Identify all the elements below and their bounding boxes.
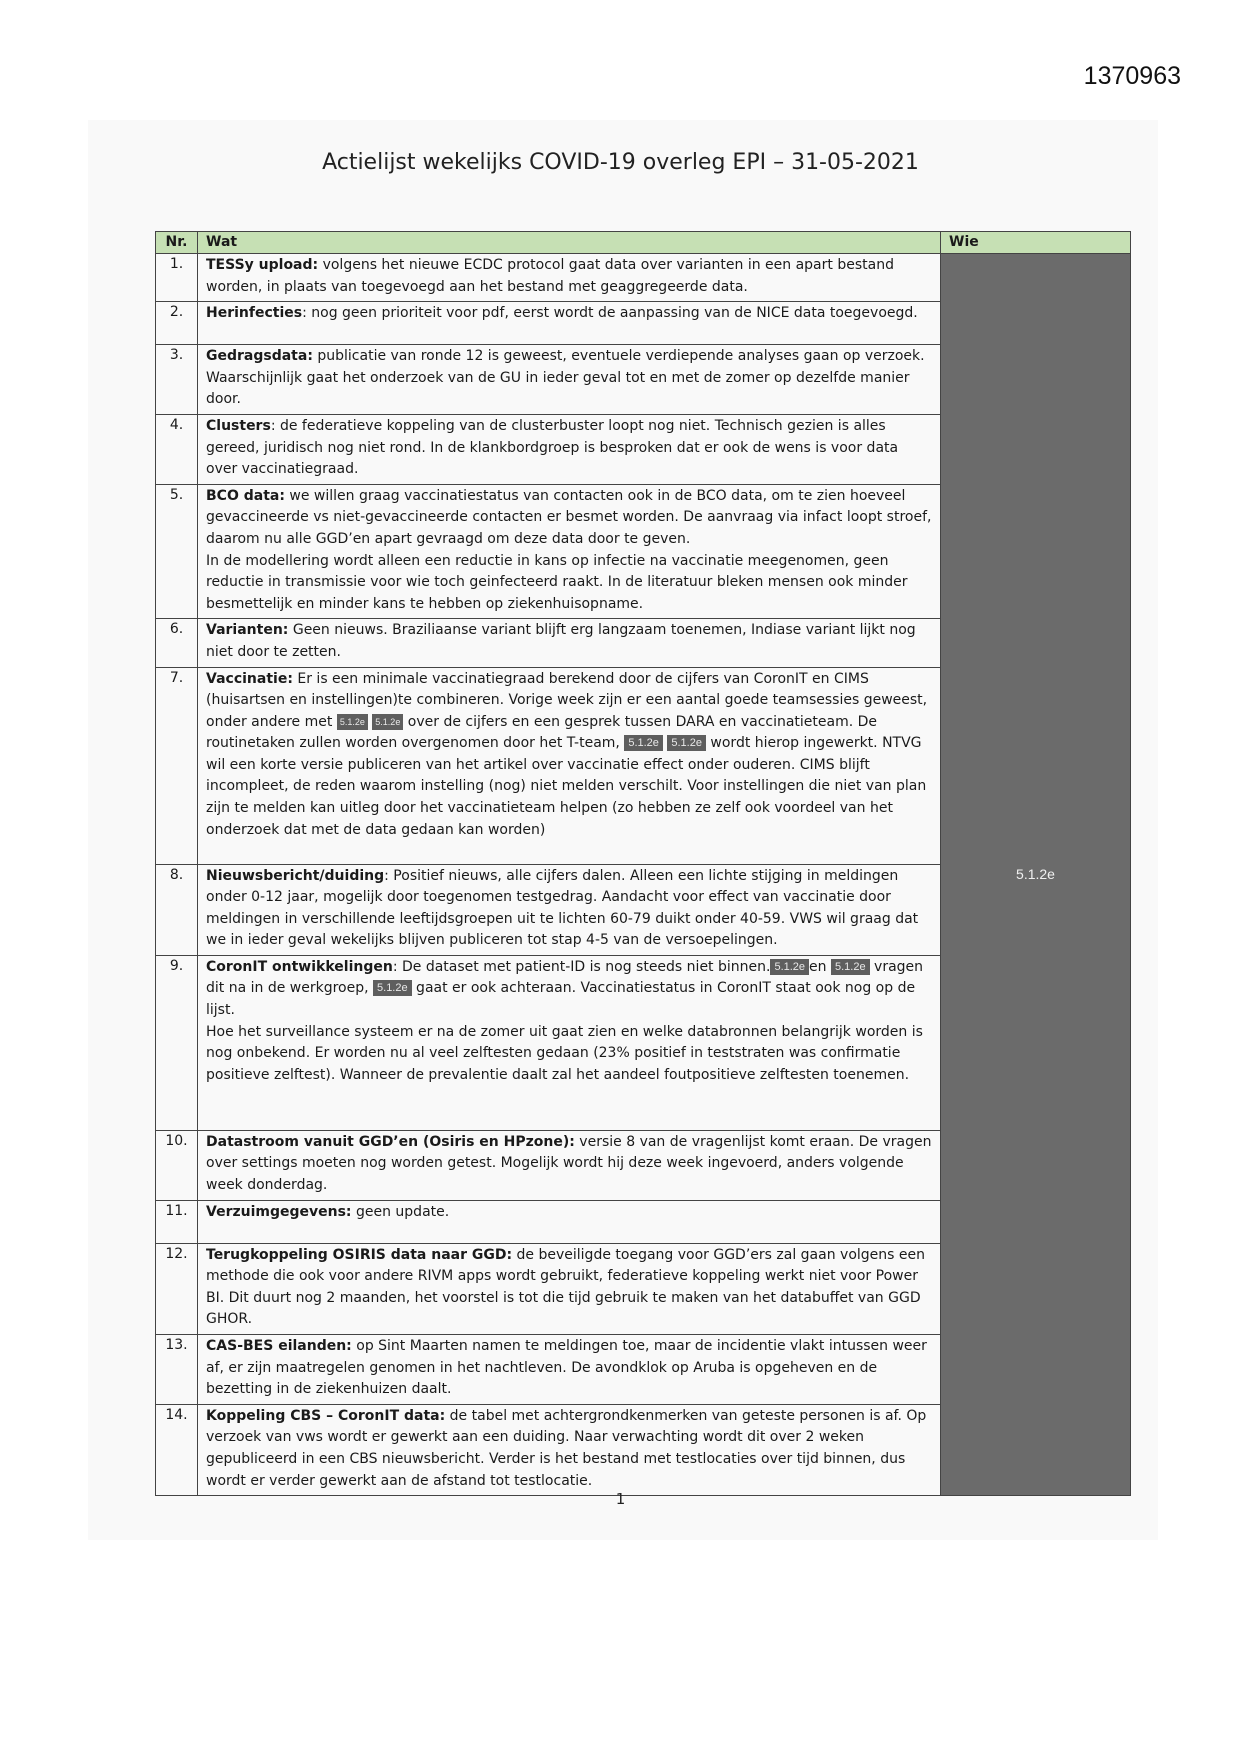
row-body: en <box>809 958 831 975</box>
row-number: 2. <box>156 302 198 345</box>
row-label: Herinfecties <box>206 305 303 322</box>
row-label: Varianten: <box>206 622 289 639</box>
row-number: 11. <box>156 1200 198 1243</box>
row-label: Nieuwsbericht/duiding <box>206 867 385 884</box>
row-body: : de federatieve koppeling van de clusterbuster loopt nog niet. Technisch gezien is alles gereed, juridisch nog niet rond. In de klankbordgroep is besproken dat er ook de wens is voor data over vaccinatiegraad. <box>206 417 899 478</box>
wie-value: 5.1.2e <box>1016 865 1055 882</box>
row-body: wordt hierop ingewerkt. NTVG wil een korte versie publiceren van het artikel over vaccinatie effect onder ouderen. CIMS blijft incompleet, de reden waarom instelling (nog) niet melden verschilt. Voor instellingen die niet van plan zijn te melden kan uitleg door het vaccinatieteam helpen (zo hebben ze zelf ook voordeel van het onderzoek dat met de data gedaan kan worden) <box>206 735 927 838</box>
row-number: 1. <box>156 254 198 302</box>
row-body-paragraph: In de modellering wordt alleen een reductie in kans op infectie na vaccinatie meegenomen, geen reductie in transmissie voor wie toch geinfecteerd raakt. In de literatuur bleken mensen ook minder besmettelijk en minder kans te hebben op ziekenhuisopname. <box>206 552 908 612</box>
row-label: Koppeling CBS – CoronIT data: <box>206 1407 446 1424</box>
row-text <box>198 1404 941 1495</box>
row-text <box>198 414 941 484</box>
row-body: we willen graag vaccinatiestatus van contacten ook in de BCO data, om te zien hoeveel gevaccineerde vs niet-gevaccineerde contacten er besmet worden. De aanvraag via infact loopt stroef, daarom nu alle GGD’en apart gevraagd om deze data door te geven. <box>206 487 932 547</box>
row-label: BCO data: <box>206 487 285 504</box>
row-text <box>198 619 941 667</box>
row-text <box>198 1130 941 1200</box>
wie-redacted-column <box>941 254 1131 1496</box>
row-label: Terugkoppeling OSIRIS data naar GGD: <box>206 1246 513 1263</box>
column-header-wie: Wie <box>941 232 1131 254</box>
row-body: op Sint Maarten namen te meldingen toe, maar de incidentie vlakt intussen weer af, er zijn maatregelen genomen in het nachtleven. De avondklok op Aruba is opgeheven en de bezetting in de ziekenhuizen daalt. <box>206 1338 927 1398</box>
row-label: Gedragsdata: <box>206 348 313 365</box>
row-text <box>198 254 941 302</box>
row-body: de tabel met achtergrondkenmerken van geteste personen is af. Op verzoek van vws wordt er gewerkt aan een duiding. Naar verwachting wordt dit over 2 weken gepubliceerd in een CBS nieuwsbericht. Verder is het bestand met testlocaties over tijd binnen, dus wordt er verder gewerkt aan de afstand tot testlocatie. <box>206 1407 927 1489</box>
row-label: Clusters <box>206 417 271 434</box>
row-text <box>198 302 941 345</box>
row-body: vragen dit na in de werkgroep, <box>206 958 924 997</box>
row-text <box>198 1243 941 1334</box>
redaction-box: 5.1.2e <box>770 959 809 975</box>
table-header-row <box>156 232 1131 254</box>
row-body: : De dataset met patient-ID is nog steeds niet binnen. <box>392 958 771 975</box>
row-body: versie 8 van de vragenlijst komt eraan. De vragen over settings moeten nog worden getest. Mogelijk wordt hij deze week ingevoerd, anders volgende week donderdag. <box>206 1133 932 1194</box>
action-list-table <box>155 231 1131 1496</box>
document-id: 1370963 <box>1083 62 1181 90</box>
redaction-box: 5.1.2e <box>337 714 368 730</box>
row-text <box>198 864 941 955</box>
redaction-box: 5.1.2e <box>624 735 663 751</box>
row-text <box>198 345 941 415</box>
row-label: Datastroom vanuit GGD’en (Osiris en HPzone): <box>206 1133 575 1150</box>
row-body: volgens het nieuwe ECDC protocol gaat data over varianten in een apart bestand worden, in plaats van toegevoegd aan het bestand met geaggregeerde data. <box>206 257 894 295</box>
row-number: 6. <box>156 619 198 667</box>
row-body: gaat er ook achteraan. Vaccinatiestatus in CoronIT staat ook nog op de lijst. <box>206 980 916 1019</box>
row-body: geen update. <box>351 1203 450 1220</box>
row-label: TESSy upload: <box>206 257 319 273</box>
row-number: 9. <box>156 955 198 1130</box>
row-number: 7. <box>156 667 198 864</box>
redaction-box: 5.1.2e <box>373 980 412 996</box>
row-body: : nog geen prioriteit voor pdf, eerst wordt de aanpassing van de NICE data toegevoegd. <box>302 305 918 322</box>
row-body: over de cijfers en een gesprek tussen DARA en vaccinatieteam. De routinetaken zullen worden overgenomen door het T-team, <box>206 713 878 752</box>
row-number: 14. <box>156 1404 198 1495</box>
table-row <box>156 254 1131 302</box>
row-label: Verzuimgegevens: <box>206 1203 352 1220</box>
row-body-paragraph: Hoe het surveillance systeem er na de zomer uit gaat zien en welke databronnen belangrijk worden is nog onbekend. Er worden nu al veel zelftesten gedaan (23% positief in teststraten was confirmatie positieve zelftest). Wanneer de prevalentie daalt zal het aandeel foutpositieve zelftesten toenemen. <box>206 1023 923 1083</box>
row-number: 13. <box>156 1335 198 1405</box>
row-number: 12. <box>156 1243 198 1334</box>
redaction-box: 5.1.2e <box>667 735 706 751</box>
redaction-box: 5.1.2e <box>831 959 870 975</box>
row-number: 8. <box>156 864 198 955</box>
row-text <box>198 484 941 619</box>
row-body: Geen nieuws. Braziliaanse variant blijft erg langzaam toenemen, Indiase variant lijkt nog niet door te zetten. <box>206 622 916 660</box>
row-number: 10. <box>156 1130 198 1200</box>
row-label: Vaccinatie: <box>206 670 293 687</box>
row-body: : Positief nieuws, alle cijfers dalen. Alleen een lichte stijging in meldingen onder 0-12 jaar, mogelijk door toegenomen testgedrag. Aandacht voor effect van vaccinatie door meldingen in verschillende leeftijdsgroepen uit te lichten 60-79 duikt onder 40-59. VWS wil graag dat we in ieder geval wekelijks blijven publiceren tot stap 4-5 van de versoepelingen. <box>206 867 919 949</box>
row-body: Er is een minimale vaccinatiegraad berekend door de cijfers van CoronIT en CIMS (huisartsen en instellingen)te combineren. Vorige week zijn er een aantal goede teamsessies geweest, onder andere met <box>206 670 928 730</box>
page-number: 1 <box>615 1490 626 1508</box>
column-header-wat: Wat <box>198 232 941 254</box>
column-header-nr: Nr. <box>156 232 198 254</box>
row-body: publicatie van ronde 12 is geweest, eventuele verdiepende analyses gaan op verzoek. Waarschijnlijk gaat het onderzoek van de GU in ieder geval tot en met de zomer op dezelfde manier door. <box>206 348 925 408</box>
row-label: CoronIT ontwikkelingen <box>206 958 393 975</box>
row-number: 3. <box>156 345 198 415</box>
row-body: de beveiligde toegang voor GGD’ers zal gaan volgens een methode die ook voor andere RIVM apps wordt gebruikt, federatieve koppeling werkt niet voor Power BI. Dit duurt nog 2 maanden, het voorstel is tot die tijd gebruik te maken van het databuffet van GGD GHOR. <box>206 1246 925 1328</box>
redaction-box: 5.1.2e <box>372 714 403 730</box>
row-number: 4. <box>156 414 198 484</box>
row-number: 5. <box>156 484 198 619</box>
page-title: Actielijst wekelijks COVID-19 overleg EPI – 31-05-2021 <box>322 150 919 175</box>
row-text <box>198 1200 941 1243</box>
row-label: CAS-BES eilanden: <box>206 1338 352 1355</box>
row-text <box>198 1335 941 1405</box>
row-text <box>198 955 941 1130</box>
row-text <box>198 667 941 864</box>
